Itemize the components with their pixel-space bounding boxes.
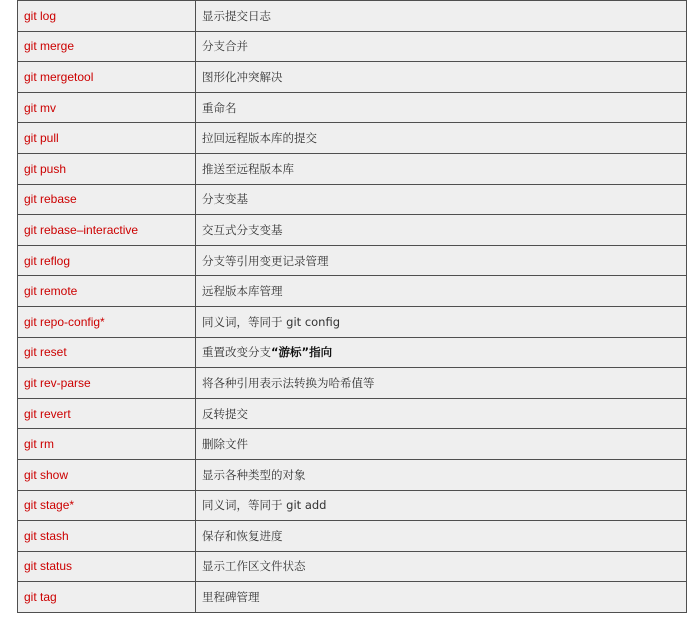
table-row <box>18 490 687 521</box>
command-cell[interactable]: git rev-parse <box>18 368 196 399</box>
command-cell[interactable]: git mv <box>18 92 196 123</box>
description-cell: 分支合并 <box>196 31 687 62</box>
command-cell[interactable]: git rebase <box>18 184 196 215</box>
description-emphasis: “游标”指向 <box>271 345 333 360</box>
description-cell: 拉回远程版本库的提交 <box>196 123 687 154</box>
table-row <box>18 398 687 429</box>
table-row <box>18 1 687 32</box>
table-row <box>18 215 687 246</box>
description-cell: 同义词，等同于 git config <box>196 306 687 337</box>
description-cell: 图形化冲突解决 <box>196 62 687 93</box>
description-cell: 显示各种类型的对象 <box>196 459 687 490</box>
command-cell[interactable]: git revert <box>18 398 196 429</box>
command-cell[interactable]: git rebase–interactive <box>18 215 196 246</box>
description-cell <box>196 337 687 368</box>
command-cell[interactable]: git repo-config* <box>18 306 196 337</box>
command-cell[interactable]: git stage* <box>18 490 196 521</box>
command-cell[interactable]: git rm <box>18 429 196 460</box>
command-cell[interactable]: git reset <box>18 337 196 368</box>
description-cell: 显示工作区文件状态 <box>196 551 687 582</box>
command-cell[interactable]: git remote <box>18 276 196 307</box>
table-row <box>18 521 687 552</box>
command-cell[interactable]: git reflog <box>18 245 196 276</box>
description-cell: 删除文件 <box>196 429 687 460</box>
command-cell[interactable]: git merge <box>18 31 196 62</box>
table-row <box>18 582 687 613</box>
table-row <box>18 184 687 215</box>
table-row <box>18 306 687 337</box>
git-command-table <box>17 0 687 613</box>
table-row <box>18 429 687 460</box>
table-row <box>18 62 687 93</box>
description-cell: 显示提交日志 <box>196 1 687 32</box>
command-cell[interactable]: git pull <box>18 123 196 154</box>
description-cell: 推送至远程版本库 <box>196 153 687 184</box>
description-cell: 远程版本库管理 <box>196 276 687 307</box>
command-cell[interactable]: git tag <box>18 582 196 613</box>
description-cell: 反转提交 <box>196 398 687 429</box>
table-row <box>18 368 687 399</box>
table-row <box>18 153 687 184</box>
description-cell: 分支变基 <box>196 184 687 215</box>
description-text: 重置改变分支 <box>202 345 271 360</box>
table-row <box>18 92 687 123</box>
description-cell: 分支等引用变更记录管理 <box>196 245 687 276</box>
table-row <box>18 337 687 368</box>
table-row <box>18 123 687 154</box>
command-cell[interactable]: git stash <box>18 521 196 552</box>
command-cell[interactable]: git status <box>18 551 196 582</box>
table-row <box>18 245 687 276</box>
table-row <box>18 31 687 62</box>
command-cell[interactable]: git show <box>18 459 196 490</box>
description-cell: 交互式分支变基 <box>196 215 687 246</box>
command-cell[interactable]: git log <box>18 1 196 32</box>
table-row <box>18 551 687 582</box>
description-cell: 同义词，等同于 git add <box>196 490 687 521</box>
description-cell: 重命名 <box>196 92 687 123</box>
table-row <box>18 276 687 307</box>
table-row <box>18 459 687 490</box>
command-cell[interactable]: git push <box>18 153 196 184</box>
command-cell[interactable]: git mergetool <box>18 62 196 93</box>
description-cell: 保存和恢复进度 <box>196 521 687 552</box>
description-cell: 里程碑管理 <box>196 582 687 613</box>
description-cell: 将各种引用表示法转换为哈希值等 <box>196 368 687 399</box>
